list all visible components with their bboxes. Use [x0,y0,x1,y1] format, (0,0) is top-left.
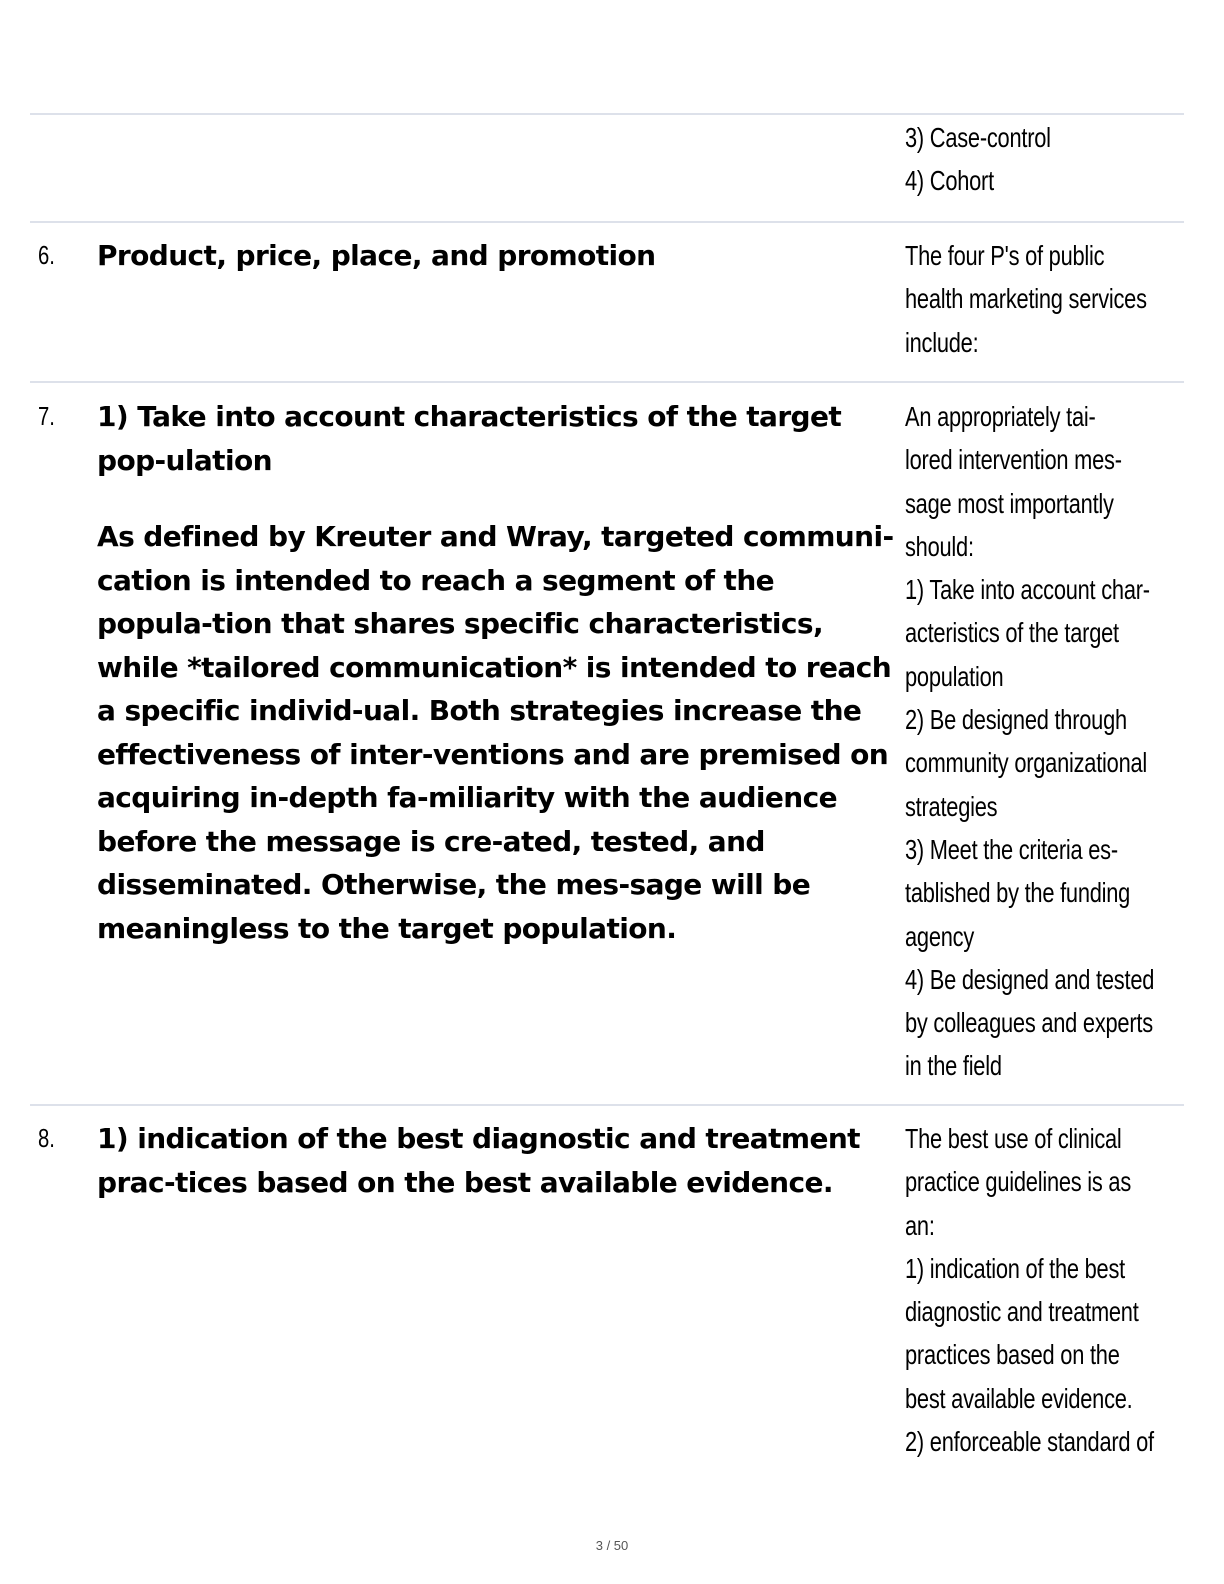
answer-paragraph: As defined by Kreuter and Wray, targeted communi-cation is intended to reach a segment of the popula-tion that shares specific characteristics, while *tailored communication* is intended to reach a specific individ-ual. Both strategies increase the effectiveness of inter-ventions and are premised on acquiring in-depth fa-miliarity with the audience before the message is cre-ated, tested, and disseminated. Otherwise, the mes-sage will be meaningless to the target population. [97,520,894,945]
question-line: best available evidence. [905,1382,1133,1414]
question-line: 4) Be designed and tested [905,963,1155,995]
answer-paragraph: 1) Take into account characteristics of the target pop-ulation [97,400,842,477]
card-number: 6. [38,240,55,270]
question-line: 1) Take into account char- [905,574,1150,606]
question-line: lored intervention mes- [905,444,1122,476]
question-line: The best use of clinical [905,1123,1122,1154]
question-line: 3) Case-control [905,122,1051,153]
question-line: practice guidelines is as [905,1166,1132,1198]
question-line: 1) indication of the best [905,1252,1125,1284]
row-divider [30,113,1184,115]
question-line: population [905,660,1004,692]
question-line: tablished by the funding [905,877,1131,909]
card-number: 8. [38,1123,55,1153]
card-answer [97,234,897,278]
card-number: 7. [38,401,55,431]
question-line: strategies [905,790,998,822]
page-indicator: 3 / 50 [595,1538,629,1553]
question-line: by colleagues and experts [905,1007,1153,1039]
card-question [905,1117,1162,1463]
question-line: sage most importantly [905,487,1114,519]
question-line: acteristics of the target [905,617,1119,649]
question-line: 4) Cohort [905,165,994,197]
question-line: in the field [905,1050,1002,1082]
card-answer [97,1117,897,1204]
question-line: 2) Be designed through [905,704,1127,736]
row-divider [30,221,1184,223]
question-line: health marketing services [905,283,1147,315]
card-question [905,395,1162,1088]
question-line: include: [905,326,979,358]
answer-paragraph: 1) indication of the best diagnostic and treatment prac-tices based on the best available evidence. [97,1122,860,1199]
question-line: an: [905,1209,935,1241]
question-line: practices based on the [905,1339,1120,1371]
card-question [905,116,1162,203]
question-line: The four P's of public [905,240,1105,271]
question-line: 3) Meet the criteria es- [905,833,1118,865]
card-answer [97,395,897,950]
row-divider [30,381,1184,383]
question-line: community organizational [905,747,1148,779]
row-divider [30,1104,1184,1106]
question-line: should: [905,530,974,562]
question-line: 2) enforceable standard of [905,1426,1154,1458]
card-question [905,234,1162,364]
answer-paragraph: Product, price, place, and promotion [97,239,656,272]
question-line: diagnostic and treatment [905,1296,1139,1328]
question-line: agency [905,920,975,952]
question-line: An appropriately tai- [905,401,1096,432]
